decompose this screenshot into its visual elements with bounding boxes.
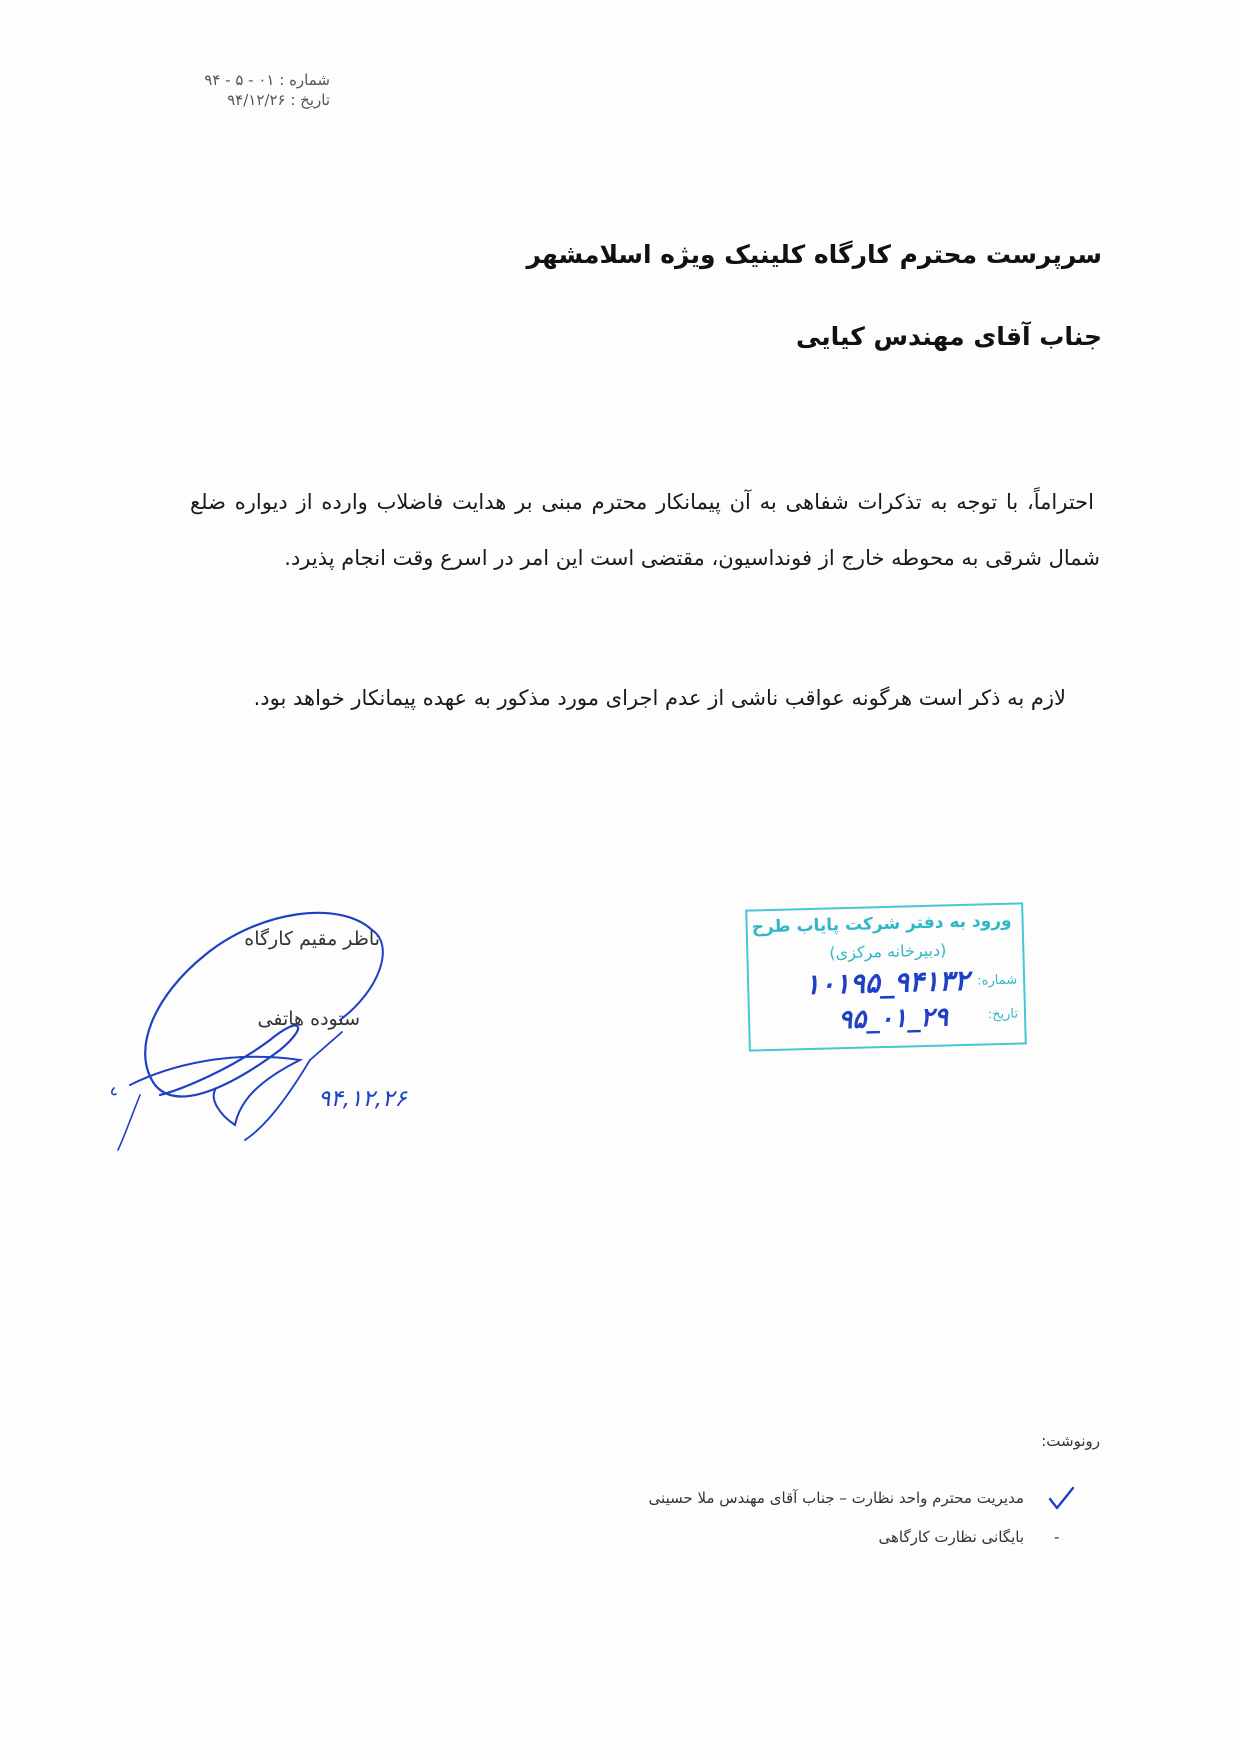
signature-date: ۹۴,۱۲,۲۶ (318, 1086, 407, 1112)
stamp-date-value: ۹۵_۰۱_۲۹ (837, 1002, 949, 1036)
cc-bullet-dash: - (1054, 1528, 1060, 1546)
stamp-number-value: ۱۰۱۹۵_۹۴۱۳۲ (804, 963, 970, 1002)
letter-number: شماره : ۰۱ - ۵ - ۹۴ (204, 71, 330, 89)
received-stamp (745, 902, 1027, 1051)
handwritten-signature (110, 900, 410, 1160)
stamp-title: ورود به دفتر شرکت پایاب طرح (751, 910, 1012, 938)
cc-item-archive: بایگانی نظارت کارگاهی (878, 1528, 1024, 1546)
cc-label: رونوشت: (1041, 1432, 1100, 1450)
recipient-name: جناب آقای مهندس کیایی (795, 322, 1102, 351)
body-paragraph-2: لازم به ذکر است هرگونه عواقب ناشی از عدم اجرای مورد مذکور به عهده پیمانکار خواهد بود. (253, 686, 1066, 710)
check-mark-icon (1046, 1484, 1076, 1514)
cc-item-management: مدیریت محترم واحد نظارت – جناب آقای مهندس ملا حسینی (648, 1489, 1024, 1507)
letter-date: تاریخ : ۹۴/۱۲/۲۶ (227, 91, 330, 109)
signer-name: ستوده هاتفی (257, 1008, 360, 1030)
reference-block (160, 70, 330, 110)
signer-title: ناظر مقیم کارگاه (244, 928, 380, 950)
stamp-date-label: تاریخ: (987, 1006, 1019, 1023)
body-paragraph-1: احتراماً، با توجه به تذکرات شفاهی به آن پیمانکار محترم مبنی بر هدایت فاضلاب وارده از دیواره ضلع شمال شرقی به محوطه خارج از فونداسیون، مقتضی است این امر در اسرع وقت انجام پذیرد. (190, 490, 1100, 570)
stamp-subtitle: (دبیرخانه مرکزی) (829, 940, 947, 963)
recipient-title: سرپرست محترم کارگاه کلینیک ویژه اسلامشهر (526, 240, 1102, 269)
stamp-number-label: شماره: (977, 972, 1018, 989)
